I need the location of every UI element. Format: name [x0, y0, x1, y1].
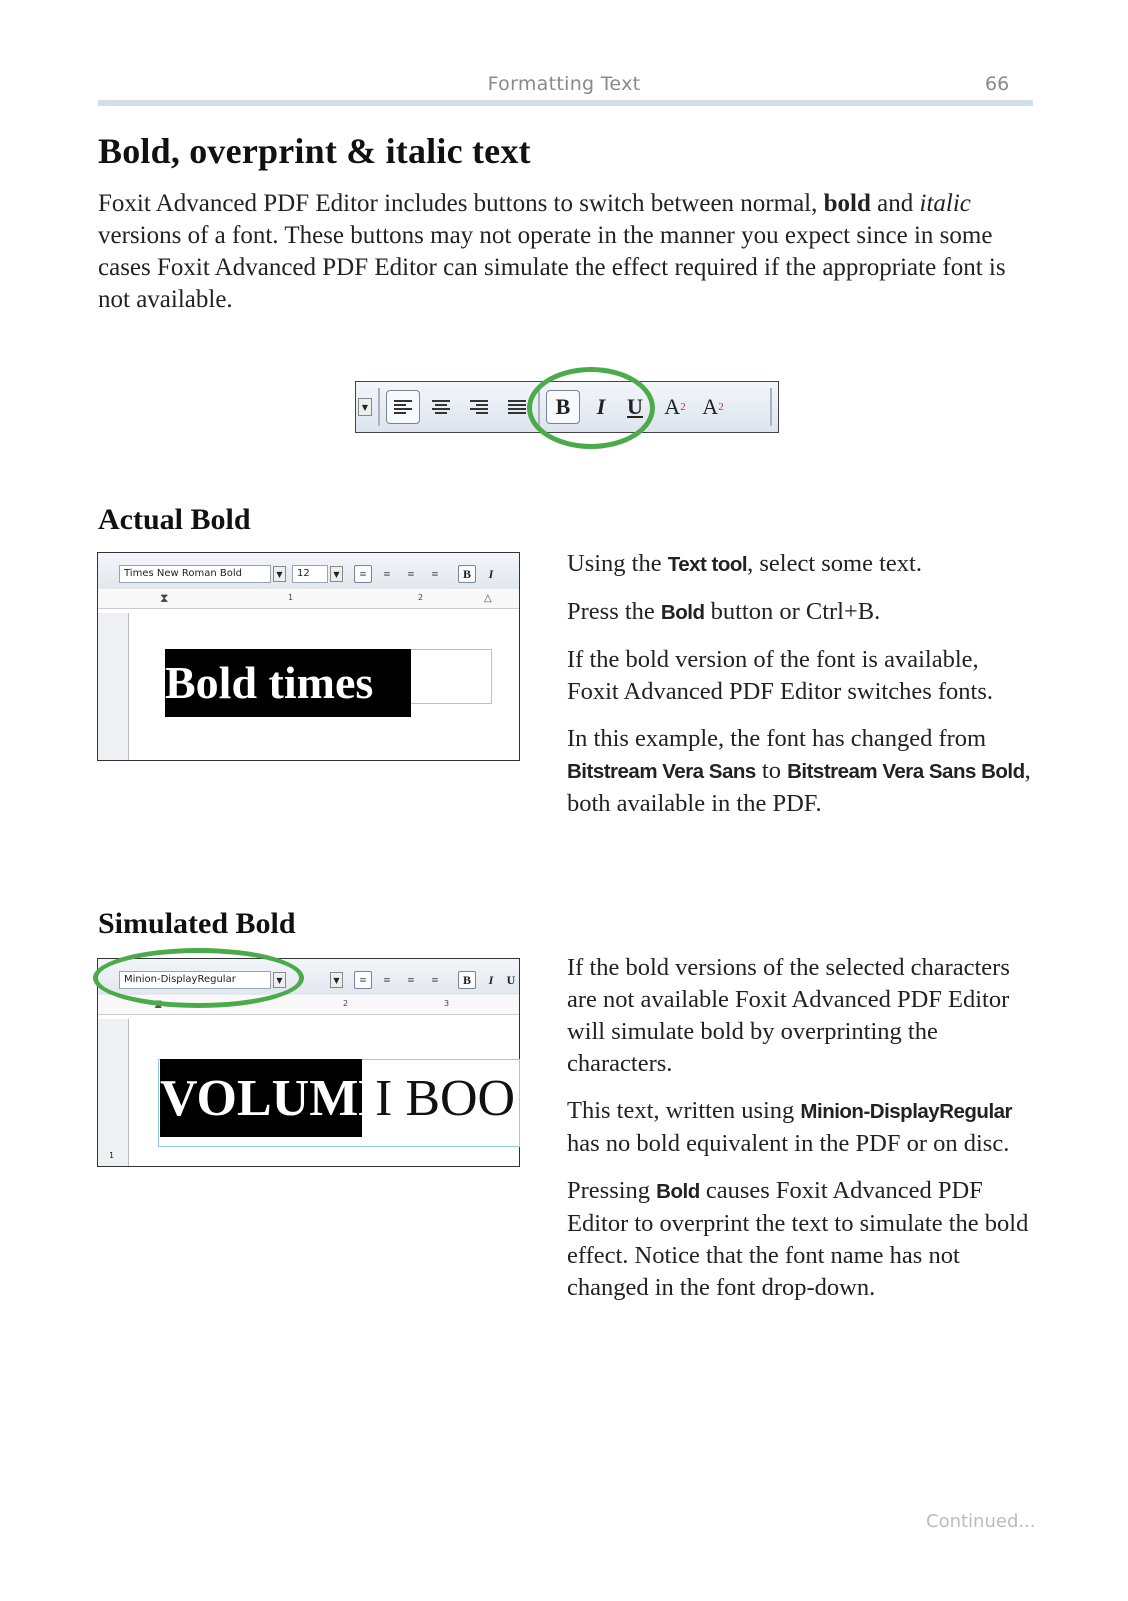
- indent-marker-icon: ⧗: [154, 997, 163, 1011]
- text-run: Press the: [567, 598, 661, 625]
- dropdown-arrow-icon: ▼: [358, 398, 372, 416]
- align-center-icon: ≡: [383, 972, 391, 987]
- intro-text: versions of a font. These buttons may not operate in the manner you expect since in some cases Foxit Advanced PDF Editor can simulate the effect required if the appropriate font is not available.: [98, 222, 1006, 313]
- keyword: Text tool: [667, 553, 748, 576]
- intro-italic-word: italic: [919, 190, 971, 217]
- toolbar-separator: [378, 388, 380, 426]
- text-run: , both available in the PDF.: [567, 757, 1031, 817]
- dropdown-arrow-icon: ▼: [273, 566, 286, 582]
- text-run: Using the: [567, 550, 668, 577]
- bold-icon: B: [458, 971, 476, 989]
- text-run: button or Ctrl+B.: [704, 598, 881, 625]
- instruction-paragraph: If the bold versions of the selected characters are not available Foxit Advanced PDF Editor will simulate bold by overprinting the characters.: [567, 954, 1010, 1077]
- simulated-bold-description: [567, 952, 1037, 1319]
- subscript-mark: 2: [718, 401, 724, 413]
- page-number: 66: [985, 73, 1010, 95]
- actual-bold-heading: Actual Bold: [98, 503, 251, 536]
- dropdown-arrow-icon: ▼: [330, 972, 343, 988]
- superscript-mark: 2: [680, 401, 686, 413]
- font-name-combo: Times New Roman Bold: [119, 565, 271, 583]
- justify-icon: ≡: [431, 972, 439, 987]
- keyword: Bitstream Vera Sans: [567, 760, 756, 783]
- text-run: has no bold equivalent in the PDF or on disc.: [567, 1130, 1010, 1157]
- unselected-sample-text: I BOO: [362, 1070, 516, 1127]
- selected-sample-text: VOLUME: [160, 1059, 362, 1137]
- text-run: causes Foxit Advanced PDF Editor to overprint the text to simulate the bold effect. Notice that the font name has not changed in the font drop-down.: [567, 1177, 1029, 1301]
- intro-bold-word: bold: [823, 190, 871, 217]
- instruction-paragraph: If the bold version of the font is available, Foxit Advanced PDF Editor switches fonts.: [567, 646, 994, 705]
- instruction-paragraph: [567, 1175, 1037, 1304]
- text-run: , select some text.: [747, 550, 922, 577]
- align-right-icon: ≡: [407, 566, 415, 581]
- vertical-ruler: [98, 613, 129, 760]
- underline-icon: U: [627, 394, 643, 419]
- ruler-mark: 2: [418, 593, 424, 602]
- indent-marker-icon: ⧗: [160, 591, 169, 605]
- subscript-icon: [696, 390, 730, 424]
- intro-paragraph: [98, 188, 1028, 316]
- simulated-bold-heading: Simulated Bold: [98, 907, 296, 940]
- actual-bold-description: [567, 548, 1037, 835]
- keyword: Bold: [656, 1180, 700, 1203]
- align-right-icon: [462, 390, 496, 424]
- vertical-ruler: [98, 1019, 129, 1166]
- highlight-oval: [93, 948, 304, 1008]
- justify-icon: ≡: [431, 566, 439, 581]
- instruction-paragraph: [567, 548, 1037, 581]
- bold-icon: B: [546, 390, 580, 424]
- underline-icon: U: [506, 972, 516, 987]
- highlight-oval: [527, 367, 655, 449]
- intro-text: and: [870, 190, 920, 217]
- selected-sample-text: Bold times: [165, 649, 411, 717]
- bold-icon: B: [458, 565, 476, 583]
- keyword: Bitstream Vera Sans Bold: [787, 760, 1025, 783]
- align-center-icon: [424, 390, 458, 424]
- ruler-mark: 1: [109, 1151, 115, 1160]
- dropdown-arrow-icon: ▼: [330, 566, 343, 582]
- instruction-paragraph: [567, 723, 1037, 820]
- keyword: Minion-DisplayRegular: [800, 1100, 1013, 1123]
- italic-icon: I: [488, 566, 494, 581]
- instruction-paragraph: [567, 1095, 1037, 1160]
- align-left-icon: [386, 390, 420, 424]
- align-center-icon: ≡: [383, 566, 391, 581]
- text-run: In this example, the font has changed from: [567, 725, 987, 752]
- ruler-mark: 1: [288, 593, 294, 602]
- tab-marker-icon: △: [484, 593, 492, 604]
- continued-note: Continued...: [926, 1511, 1036, 1532]
- align-left-icon: ≡: [354, 971, 372, 989]
- text-run: This text, written using: [567, 1097, 801, 1124]
- ruler-mark: 2: [343, 999, 349, 1008]
- section-heading: Bold, overprint & italic text: [98, 131, 531, 171]
- italic-icon: I: [596, 394, 606, 419]
- dropdown-arrow-icon: ▼: [273, 972, 286, 988]
- toolbar-separator: [770, 388, 772, 426]
- align-right-icon: ≡: [407, 972, 415, 987]
- text-run: Pressing: [567, 1177, 657, 1204]
- font-size-combo: 12: [292, 565, 328, 583]
- font-name-combo: Minion-DisplayRegular: [119, 971, 271, 989]
- actual-bold-screenshot: [97, 552, 520, 761]
- superscript-icon: [658, 390, 692, 424]
- header-rule: [98, 100, 1033, 106]
- ruler-mark: 3: [444, 999, 450, 1008]
- running-header-title: Formatting Text: [487, 73, 641, 95]
- intro-text: Foxit Advanced PDF Editor includes buttons to switch between normal,: [98, 190, 824, 217]
- align-left-icon: ≡: [354, 565, 372, 583]
- text-run: to: [755, 757, 788, 784]
- subscript-letter: A: [702, 394, 719, 419]
- keyword: Bold: [660, 601, 705, 624]
- ruler: [98, 590, 519, 609]
- italic-icon: I: [488, 972, 494, 987]
- superscript-letter: A: [664, 394, 681, 419]
- instruction-paragraph: [567, 596, 1037, 629]
